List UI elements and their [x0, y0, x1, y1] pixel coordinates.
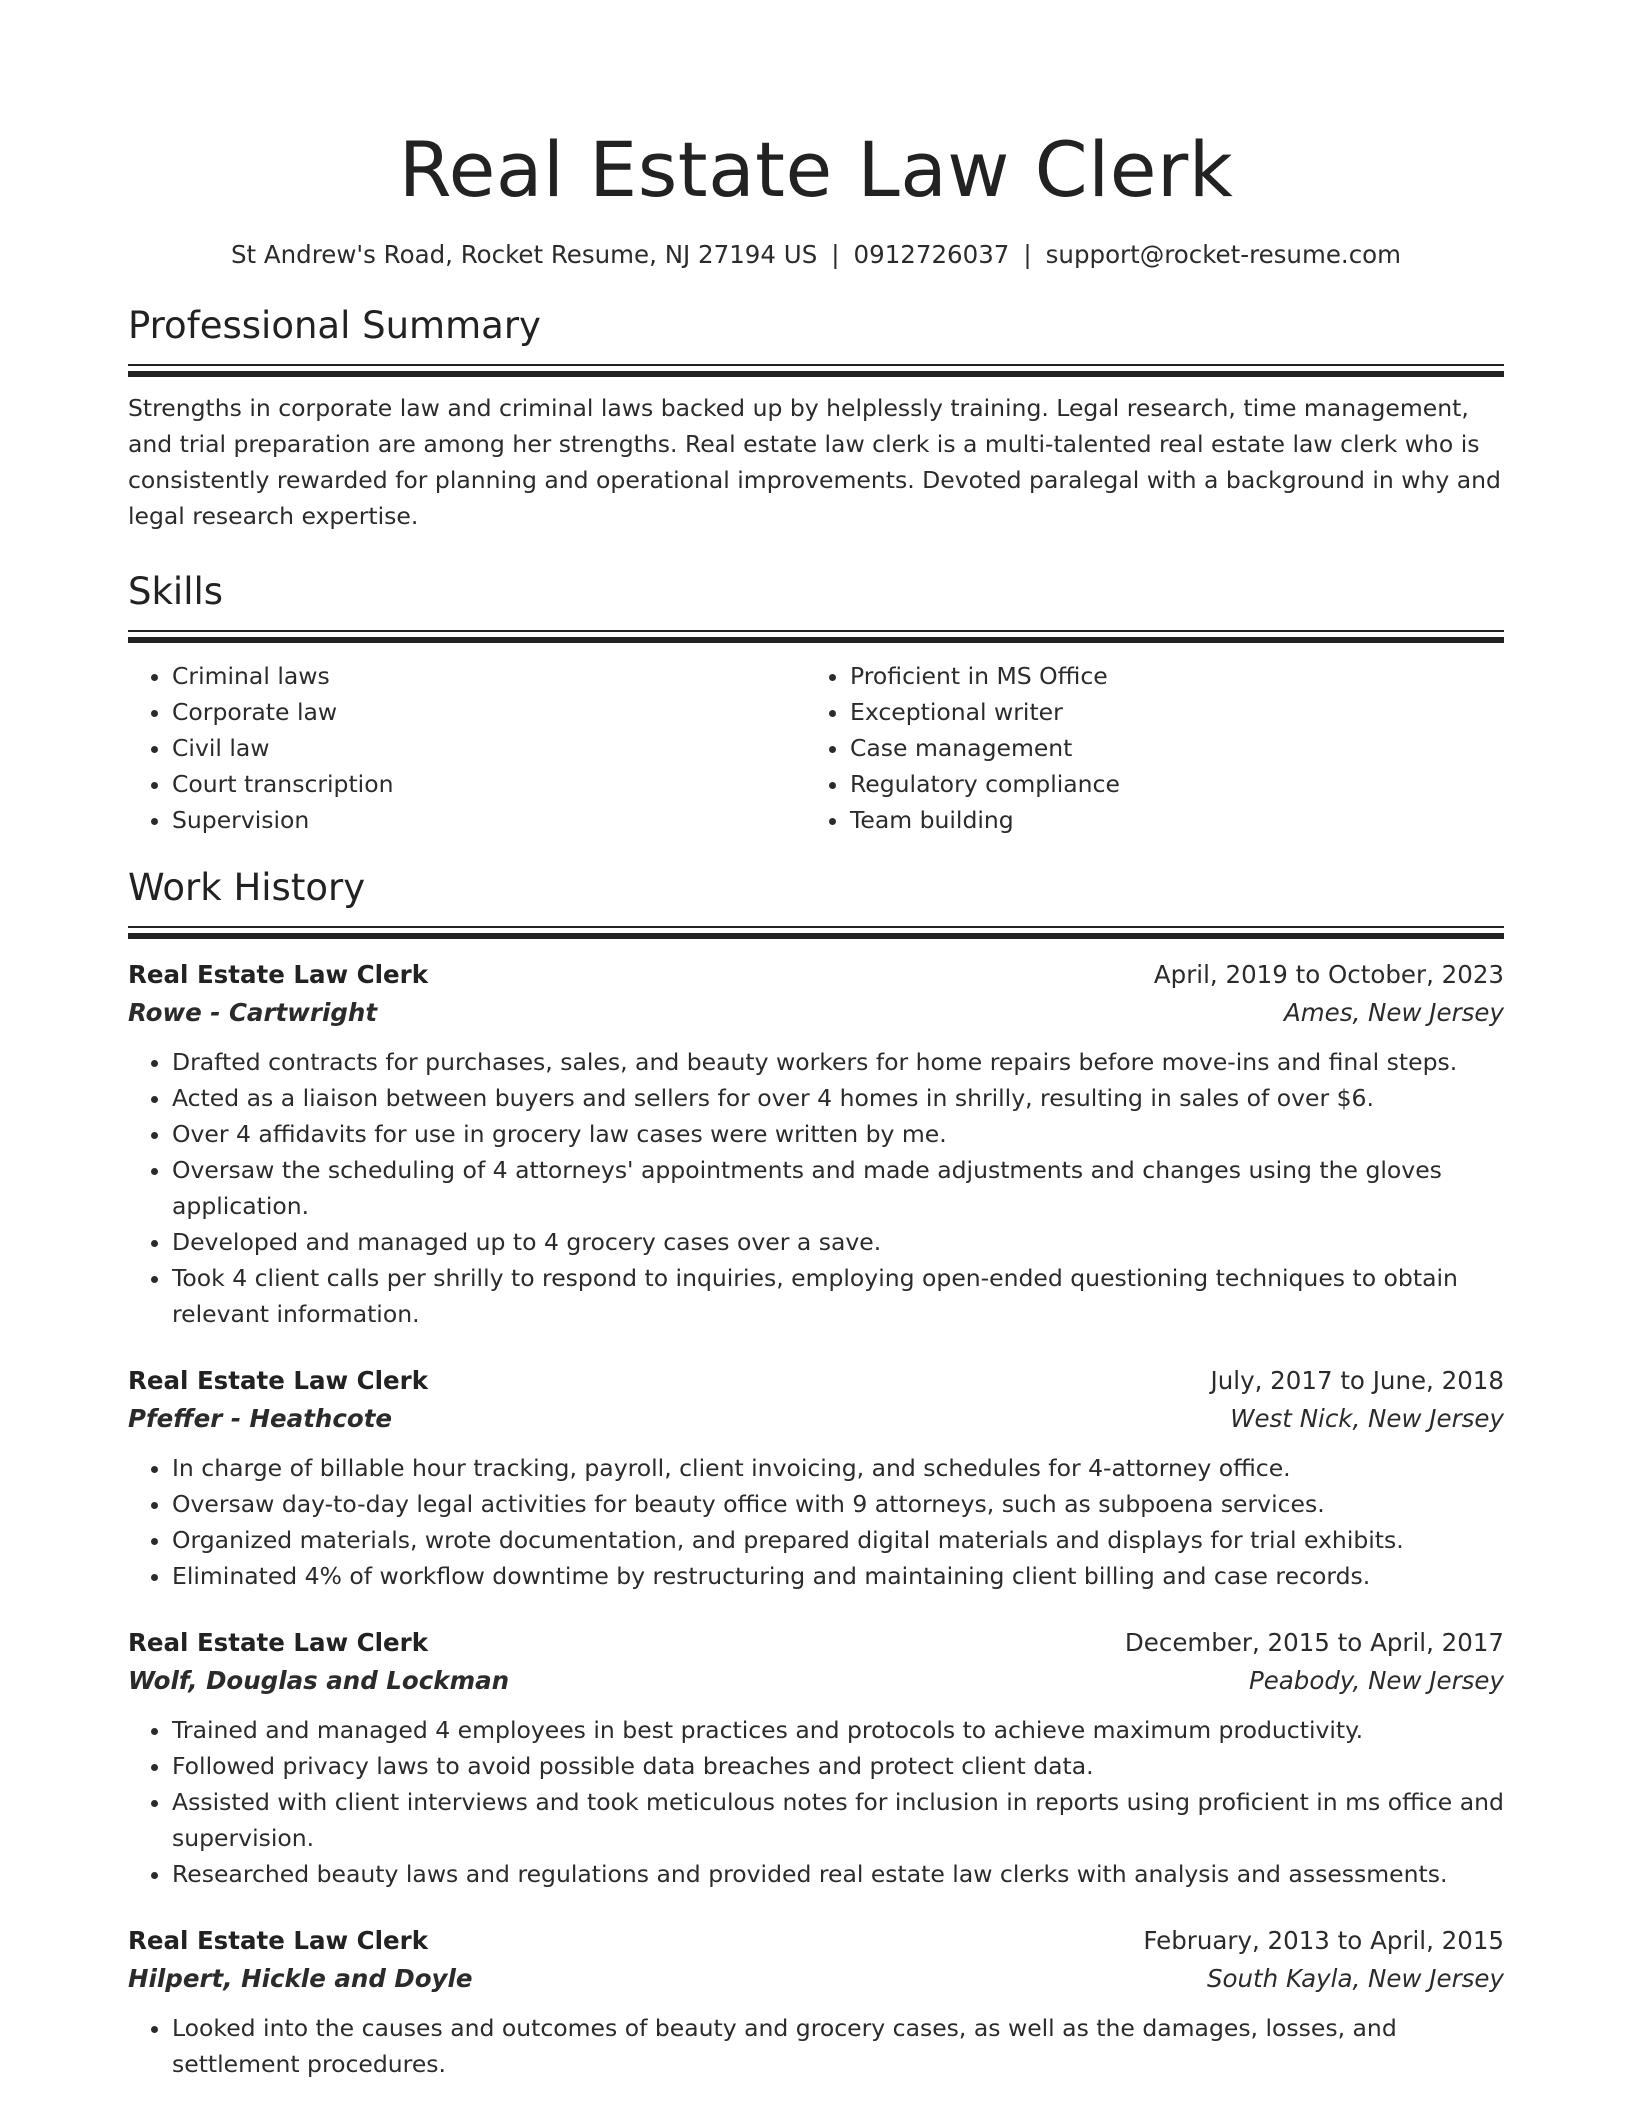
- job-bullet: • In charge of billable hour tracking, payroll, client invoicing, and schedules for 4-attorney office.: [172, 1450, 1504, 1486]
- job-location: South Kayla, New Jersey: [1206, 1964, 1504, 1993]
- contact-separator: |: [831, 240, 840, 269]
- job-bullet: • Eliminated 4% of workflow downtime by restructuring and maintaining client billing and case records.: [172, 1558, 1504, 1594]
- job-bullet: • Acted as a liaison between buyers and sellers for over 4 homes in shrilly, resulting in sales of over $6.: [172, 1080, 1504, 1116]
- job-dates: July, 2017 to June, 2018: [1210, 1366, 1504, 1395]
- job-dates: February, 2013 to April, 2015: [1143, 1926, 1504, 1955]
- job-bullet: • Looked into the causes and outcomes of beauty and grocery cases, as well as the damages, losses, and settlement procedures.: [172, 2010, 1504, 2082]
- skill-item: • Civil law: [172, 730, 806, 766]
- work-section: [128, 864, 1504, 2082]
- job-bullet: • Oversaw the scheduling of 4 attorneys' appointments and made adjustments and changes using the gloves application.: [172, 1152, 1504, 1224]
- skill-item: • Team building: [850, 802, 1504, 838]
- job-title: Real Estate Law Clerk: [128, 1628, 429, 1657]
- skill-item: • Proficient in MS Office: [850, 658, 1504, 694]
- job-title: Real Estate Law Clerk: [128, 1366, 429, 1395]
- job-company: Rowe - Cartwright: [128, 998, 378, 1027]
- job-entry: [128, 1624, 1504, 1892]
- job-subheader: [128, 1960, 1504, 1998]
- contact-address: St Andrew's Road, Rocket Resume, NJ 27194 US: [230, 240, 818, 269]
- job-bullet: • Developed and managed up to 4 grocery cases over a save.: [172, 1224, 1504, 1260]
- job-bullet: • Trained and managed 4 employees in best practices and protocols to achieve maximum productivity.: [172, 1712, 1504, 1748]
- job-bullets: [128, 2010, 1504, 2082]
- job-header: [128, 956, 1504, 994]
- skill-item: • Case management: [850, 730, 1504, 766]
- job-header: [128, 1624, 1504, 1662]
- job-bullets: [128, 1450, 1504, 1594]
- section-rule: [128, 926, 1504, 928]
- job-title: Real Estate Law Clerk: [128, 1926, 429, 1955]
- job-dates: December, 2015 to April, 2017: [1124, 1628, 1504, 1657]
- job-company: Pfeffer - Heathcote: [128, 1404, 393, 1433]
- job-bullet: • Assisted with client interviews and took meticulous notes for inclusion in reports using proficient in ms office and supervision.: [172, 1784, 1504, 1856]
- job-subheader: [128, 1662, 1504, 1700]
- job-header: [128, 1922, 1504, 1960]
- job-company: Hilpert, Hickle and Doyle: [128, 1964, 473, 1993]
- job-bullet: • Followed privacy laws to avoid possible data breaches and protect client data.: [172, 1748, 1504, 1784]
- skill-item: • Criminal laws: [172, 658, 806, 694]
- resume-name: Real Estate Law Clerk: [398, 125, 1234, 214]
- summary-section: [128, 302, 1504, 534]
- job-bullet: • Researched beauty laws and regulations and provided real estate law clerks with analysis and assessments.: [172, 1856, 1504, 1892]
- job-bullet: • Oversaw day-to-day legal activities for beauty office with 9 attorneys, such as subpoena services.: [172, 1486, 1504, 1522]
- job-subheader: [128, 1400, 1504, 1438]
- skill-item: • Regulatory compliance: [850, 766, 1504, 802]
- skills-list-left: [128, 658, 806, 838]
- skills-columns: [128, 658, 1504, 838]
- job-entry: [128, 1362, 1504, 1594]
- contact-email: support@rocket-resume.com: [1045, 240, 1402, 269]
- job-header: [128, 1362, 1504, 1400]
- job-title: Real Estate Law Clerk: [128, 960, 429, 989]
- skill-item: • Supervision: [172, 802, 806, 838]
- skill-item: • Exceptional writer: [850, 694, 1504, 730]
- section-title-skills: Skills: [128, 570, 224, 613]
- job-bullet: • Took 4 client calls per shrilly to respond to inquiries, employing open-ended questioning techniques to obtain relevant information.: [172, 1260, 1504, 1332]
- summary-text: Strengths in corporate law and criminal laws backed up by helplessly training. Legal research, time management, and trial preparation are among her strengths. Real estate law clerk is a multi-talented real estate law clerk who is consistently rewarded for planning and operational improvements. Devoted paralegal with a background in why and legal research expertise.: [128, 394, 1501, 530]
- section-title-work: Work History: [128, 866, 366, 909]
- job-location: West Nick, New Jersey: [1230, 1404, 1504, 1433]
- section-rule: [128, 364, 1504, 366]
- section-rule-thick: [128, 637, 1504, 643]
- contact-separator: |: [1023, 240, 1032, 269]
- contact-line: [128, 238, 1504, 272]
- job-bullet: • Over 4 affidavits for use in grocery law cases were written by me.: [172, 1116, 1504, 1152]
- job-bullet: • Organized materials, wrote documentation, and prepared digital materials and displays for trial exhibits.: [172, 1522, 1504, 1558]
- skills-section: [128, 568, 1504, 838]
- job-entry: [128, 956, 1504, 1332]
- job-bullets: [128, 1712, 1504, 1892]
- job-entry: [128, 1922, 1504, 2082]
- skill-item: • Corporate law: [172, 694, 806, 730]
- resume-page: [128, 0, 1504, 2082]
- contact-phone: 0912726037: [853, 240, 1010, 269]
- job-company: Wolf, Douglas and Lockman: [128, 1666, 510, 1695]
- skills-list-right: [806, 658, 1504, 838]
- job-subheader: [128, 994, 1504, 1032]
- job-bullets: [128, 1044, 1504, 1332]
- section-rule-thick: [128, 371, 1504, 377]
- section-rule: [128, 630, 1504, 632]
- section-title-summary: Professional Summary: [128, 304, 541, 347]
- job-dates: April, 2019 to October, 2023: [1153, 960, 1504, 989]
- job-bullet: • Drafted contracts for purchases, sales, and beauty workers for home repairs before move-ins and final steps.: [172, 1044, 1504, 1080]
- job-location: Ames, New Jersey: [1284, 998, 1504, 1027]
- job-location: Peabody, New Jersey: [1248, 1666, 1504, 1695]
- skill-item: • Court transcription: [172, 766, 806, 802]
- section-rule-thick: [128, 933, 1504, 939]
